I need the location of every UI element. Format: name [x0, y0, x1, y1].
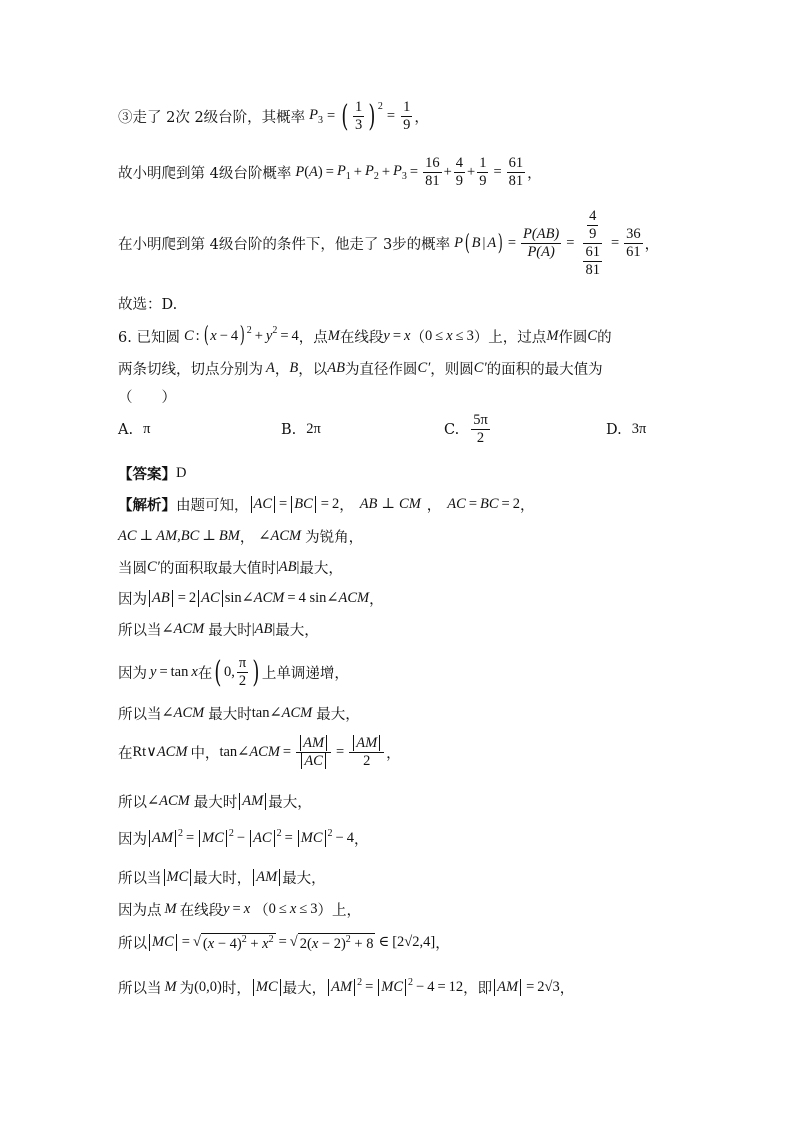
option-d[interactable]: D. 3π: [606, 421, 647, 438]
option-c[interactable]: C. $\frac{5\pi}{2}$: [444, 412, 488, 446]
select-line: 故选：D.: [118, 297, 178, 313]
frac-1-3: $\frac{1}{3}$: [354, 99, 363, 133]
jx-line5: 所以当 ∠ ACM 最大时 | AB | 最大，: [118, 621, 319, 639]
q6-paren: （ ）: [118, 390, 176, 406]
jx-line14: 所以当 M 为 (0,0) 时， MC 最大， AM $^2$ = MC $^2$ − 4 = 12 ，即 AM = 2√3 ，: [118, 977, 575, 997]
option-b[interactable]: B. 2π: [281, 421, 321, 438]
jx-line1: 【解析】 由题可知， AC = BC = 2 ， AB ⊥ CM ， AC = BC = 2 ，: [118, 496, 535, 514]
jx-line8: 在 Rt∨ ACM 中， tan∠ ACM = $\frac{AM}{AC}$ = $\frac{AM}{2}$ ，: [118, 735, 401, 769]
jx-line7: 所以当 ∠ ACM 最大时 tan∠ ACM 最大，: [118, 705, 360, 723]
jx-line4: 因为 AB = 2 AC sin∠ ACM = 4 sin∠ ACM ，: [118, 590, 384, 608]
line-pba: 在小明爬到第 4级台阶的条件下，他走了 3步的概率 P ( B | A ) = $\frac{P(AB)}{P(A)}$ = $\frac{\frac{4}{9}}{\frac{61}{81}}$ = $\frac{36}{61}$ ，: [118, 208, 660, 278]
line-p3: ③走了 2次 2级台阶，其概率 $P_3$ = ( $\frac{1}{3}$ ) $^2$ = $\frac{1}{9}$ ，: [118, 98, 429, 134]
jx-line9: 所以 ∠ ACM 最大时 AM 最大，: [118, 793, 312, 811]
jx-line11: 所以当 MC 最大时 ， AM 最大，: [118, 869, 326, 887]
jx-line12: 因为点 M 在线段 y = x （ 0 ≤ x ≤ 3 ）上，: [118, 901, 362, 919]
jx-line13: 所以 MC = √ $(x - 4)^2 + x^2$ = √ $2(x - 2)^2 + 8$ ∈ [2√2,4] ，: [118, 933, 450, 952]
jx-line2: AC ⊥ AM , BC ⊥ BM ， ∠ ACM 为锐角，: [118, 528, 364, 546]
answer-line: 【答案】 D: [118, 465, 187, 483]
line-pa: 故小明爬到第 4级台阶概率 P ( A ) = $P_1$ + $P_2$ + $P_3$ = $\frac{16}{81}$ + $\frac{4}{9}$ + $\frac{1}{9}$ = $\frac{61}{81}$ ，: [118, 155, 542, 189]
q6-line2: 两条切线，切点分别为 A ， B ，以 AB 为直径作圆 C′ ，则圆 C′ 的面积的最大值为: [118, 360, 603, 378]
frac-1-9: $\frac{1}{9}$: [403, 99, 411, 133]
q6-line1: 6. 已知圆 C : ( x − 4 ) $^2$ + y $^2$ = 4 ，点 M 在线段 y = x （ 0 ≤ x ≤ 3 ）上，过点 M 作圆 C 的: [118, 323, 612, 348]
p3-text: ③走了 2次 2级台阶，其概率: [118, 110, 306, 127]
complex-fraction: $\frac{\frac{4}{9}}{\frac{61}{81}}$: [579, 208, 606, 279]
jx-line10: 因为 AM $^2$ = MC $^2$ − AC $^2$ = MC $^2$ − 4 ，: [118, 828, 369, 848]
jx-line6: 因为 y = tan x 在 ( 0, $\frac{\pi}{2}$ ) 上单调递增，: [118, 654, 349, 690]
option-a[interactable]: A. π: [118, 421, 151, 438]
jx-line3: 当圆 C′ 的面积取最大值时 | AB | 最大，: [118, 559, 343, 577]
